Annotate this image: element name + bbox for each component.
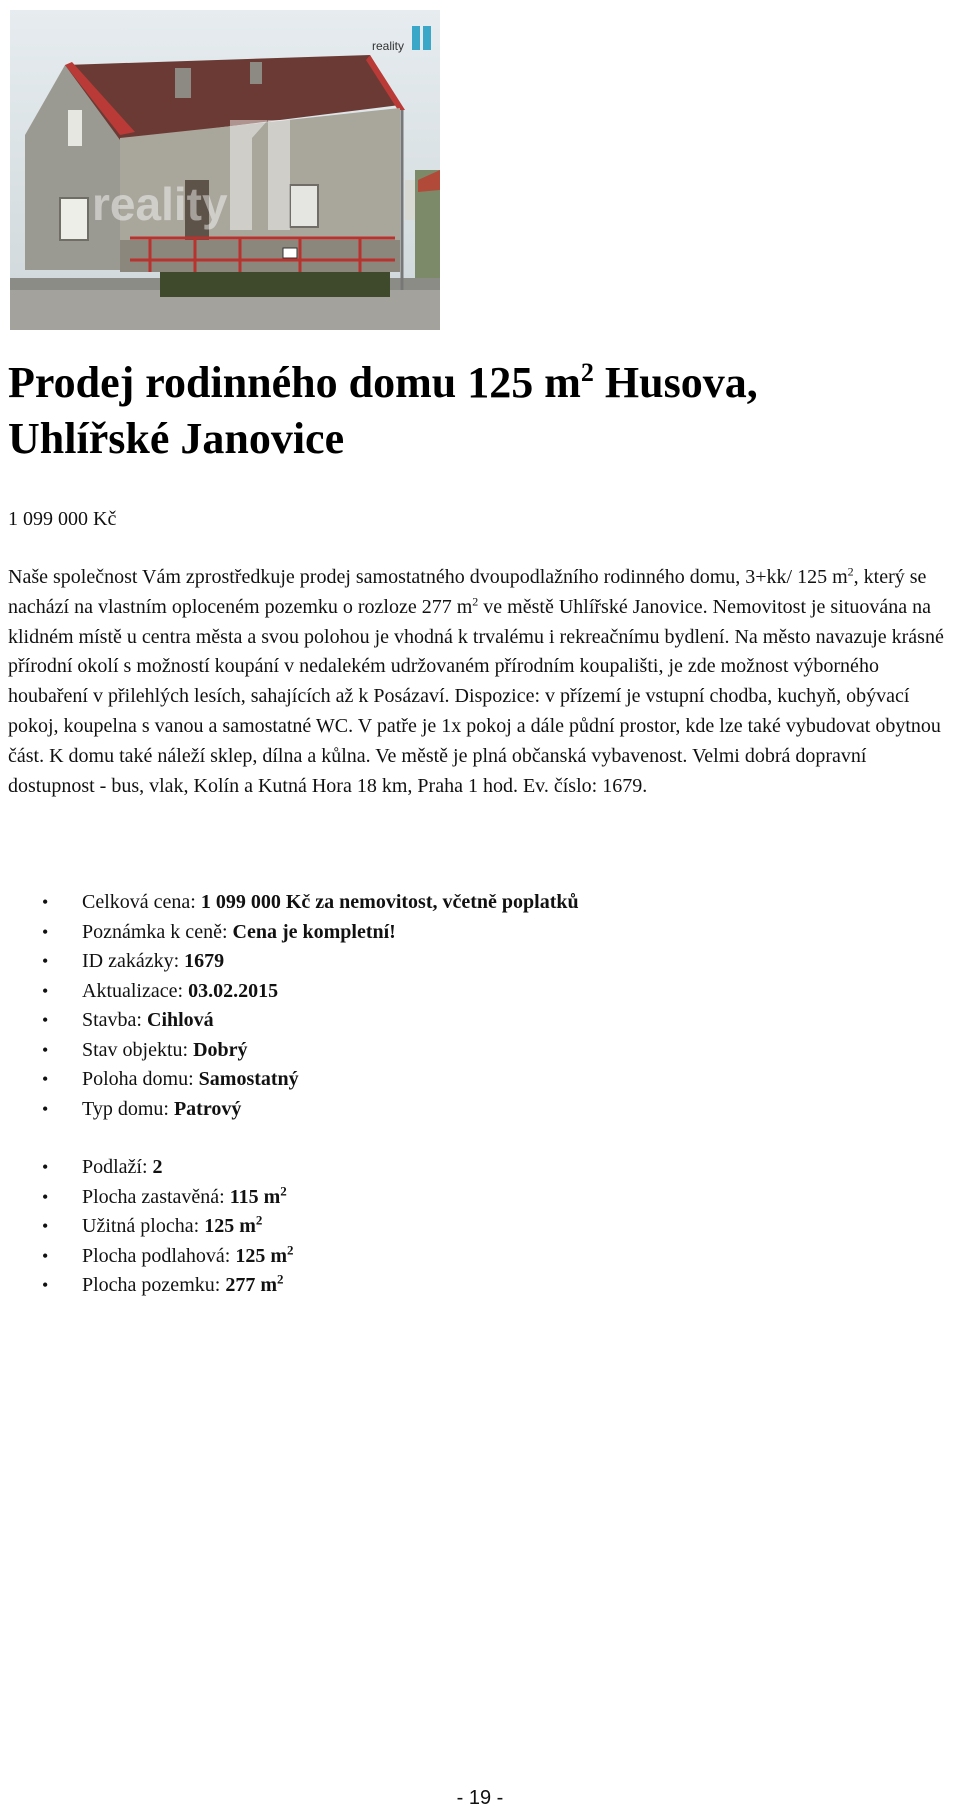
title-line2: Uhlířské Janovice <box>8 414 345 463</box>
description-part-2: , který se nachází na vlastním oploceném pozemku o rozloze 277 m <box>8 566 927 618</box>
param-value: 125 m <box>235 1244 287 1267</box>
list-item <box>42 947 579 977</box>
list-item <box>42 1006 579 1036</box>
param-label: Stav objektu: <box>82 1038 194 1061</box>
param-label: Plocha pozemku: <box>82 1274 226 1296</box>
param-value: Dobrý <box>193 1038 248 1061</box>
param-label: Poloha domu: <box>82 1068 199 1090</box>
param-label: Stavba: <box>82 1009 147 1031</box>
list-item <box>42 1095 579 1125</box>
param-unit-sup: 2 <box>276 1271 284 1287</box>
description-paragraph <box>8 563 952 801</box>
list-item <box>42 1242 293 1272</box>
param-label: Typ domu: <box>82 1097 174 1120</box>
house-photo-svg <box>10 10 440 330</box>
param-value: Samostatný <box>198 1068 299 1090</box>
param-value: Cihlová <box>147 1009 214 1031</box>
list-item <box>42 977 579 1007</box>
title-superscript: 2 <box>580 358 594 387</box>
parameters-list <box>42 888 579 1124</box>
param-value: Patrový <box>173 1097 242 1120</box>
list-item <box>42 1271 293 1301</box>
param-value: 2 <box>152 1156 163 1178</box>
description-part-3: ve městě Uhlířské Janovice. Nemovitost je situována na klidném místě u centra města a svou polohou je vhodná k trvalému i rekreačnímu bydlení. Na město navazuje krásné přírodní okolí s možností koupání v nedalekém udržovaném přírodním koupališti, je zde možnost výborného houbaření v přilehlých lesích, sahajících až k Posázaví. Dispozice: v přízemí je vstupní chodba, kuchyň, obývací pokoj, koupelna s vanou a samostatné WC. V patře je 1x pokoj a dále půdní prostor, kde lze také vybudovat obytnou část. K domu také náleží sklep, dílna a kůlna. Ve městě je plná občanská vybavenost. Velmi dobrá dopravní dostupnost - bus, vlak, Kolín a Kutná Hora 18 km, Praha 1 hod. Ev. číslo: 1679. <box>8 595 944 797</box>
param-value: 115 m <box>229 1185 281 1208</box>
house-photo <box>10 10 440 330</box>
param-label: Celková cena: <box>82 891 201 913</box>
param-label: Podlaží: <box>82 1156 153 1178</box>
price-text: 1 099 000 Kč <box>8 508 117 530</box>
area-parameters-list <box>42 1153 293 1301</box>
list-item <box>42 1153 293 1183</box>
param-label: Plocha podlahová: <box>82 1244 236 1267</box>
page-title <box>8 355 948 467</box>
list-item <box>42 1183 293 1213</box>
description-part-1: Naše společnost Vám zprostředkuje prodej samostatného dvoupodlažního rodinného domu, 3+kk/ 125 m <box>8 566 848 588</box>
param-value: 1679 <box>184 950 225 972</box>
param-label: Užitná plocha: <box>82 1215 205 1237</box>
param-label: Aktualizace: <box>82 979 189 1002</box>
list-item <box>42 888 579 918</box>
list-item <box>42 918 579 948</box>
param-value: 1 099 000 Kč za nemovitost, včetně poplatků <box>200 891 579 913</box>
title-line1-suffix: Husova, <box>593 358 758 407</box>
param-value: 03.02.2015 <box>188 979 279 1002</box>
param-value: 277 m <box>225 1274 277 1296</box>
param-value: 125 m <box>204 1215 256 1237</box>
param-label: ID zakázky: <box>82 950 185 972</box>
svg-text:reality: reality <box>92 178 228 230</box>
description-sup-1: 2 <box>847 564 854 579</box>
list-item <box>42 1212 293 1242</box>
param-value: Cena je kompletní! <box>232 920 396 943</box>
param-unit-sup: 2 <box>286 1241 294 1257</box>
param-label: Poznámka k ceně: <box>82 920 233 943</box>
param-unit-sup: 2 <box>280 1182 287 1198</box>
list-item <box>42 1065 579 1095</box>
param-label: Plocha zastavěná: <box>82 1185 230 1208</box>
description-sup-2: 2 <box>472 594 479 609</box>
title-line1-prefix: Prodej rodinného domu 125 m <box>8 358 581 407</box>
list-item <box>42 1036 579 1066</box>
param-unit-sup: 2 <box>255 1212 263 1228</box>
page-number: - 19 - <box>456 1787 504 1809</box>
svg-text:reality: reality <box>372 39 405 53</box>
